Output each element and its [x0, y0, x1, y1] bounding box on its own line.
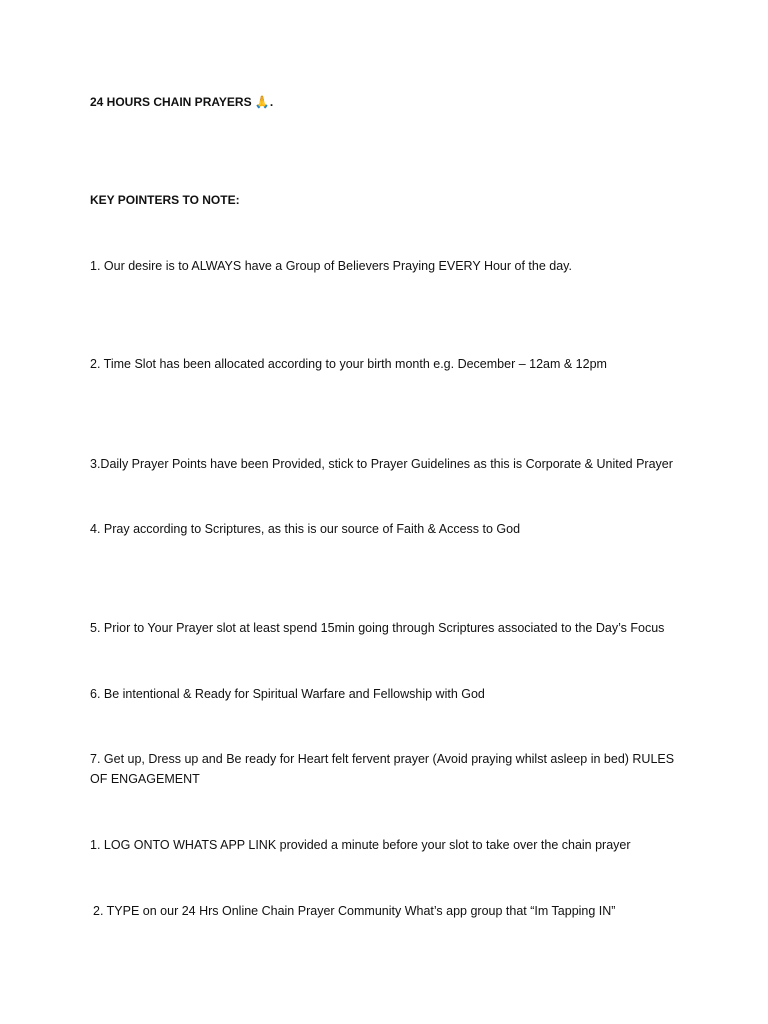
pointer-5: 5. Prior to Your Prayer slot at least spend 15min going through Scriptures associated to the Day’s Focus	[90, 621, 665, 635]
pointer-4: 4. Pray according to Scriptures, as this is our source of Faith & Access to God	[90, 522, 521, 536]
document-title: 24 HOURS CHAIN PRAYERS 🙏.	[90, 95, 274, 109]
key-pointers-heading: KEY POINTERS TO NOTE:	[90, 193, 240, 207]
rule-1: 1. LOG ONTO WHATS APP LINK provided a minute before your slot to take over the chain prayer	[90, 838, 631, 852]
pointer-6: 6. Be intentional & Ready for Spiritual Warfare and Fellowship with God	[90, 687, 485, 701]
rule-2: 2. TYPE on our 24 Hrs Online Chain Prayer Community What’s app group that “Im Tapping IN”	[93, 904, 616, 918]
pointer-1: 1. Our desire is to ALWAYS have a Group of Believers Praying EVERY Hour of the day.	[90, 259, 572, 273]
pointer-7: 7. Get up, Dress up and Be ready for Heart felt fervent prayer (Avoid praying whilst asleep in bed) RULES OF ENGAGEMENT	[90, 752, 675, 786]
pointer-3: 3.Daily Prayer Points have been Provided, stick to Prayer Guidelines as this is Corporate & United Prayer	[90, 457, 673, 471]
pointer-2: 2. Time Slot has been allocated according to your birth month e.g. December – 12am & 12pm	[90, 357, 607, 371]
